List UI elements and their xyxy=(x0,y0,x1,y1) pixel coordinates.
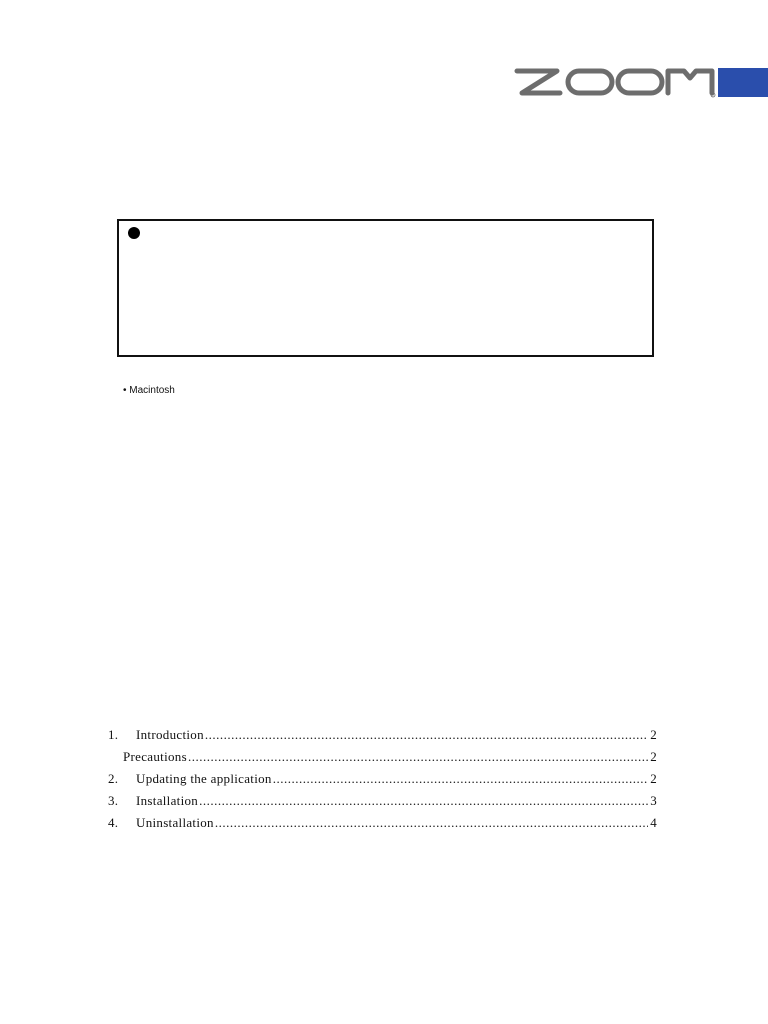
toc-item-title: Uninstallation xyxy=(136,815,214,830)
registered-mark: ® xyxy=(711,93,714,98)
zoom-logo xyxy=(512,66,768,98)
toc-item-page: 2 xyxy=(650,727,657,742)
toc-item-uninstallation[interactable] xyxy=(108,814,657,836)
bullet-icon xyxy=(128,227,140,239)
toc-item-number: 1. xyxy=(108,727,119,742)
toc-item-page: 4 xyxy=(650,815,657,830)
brand-color-block xyxy=(718,68,768,97)
toc-item-updating[interactable] xyxy=(108,770,657,792)
toc-item-title: Installation xyxy=(136,793,199,808)
os-label: • Macintosh xyxy=(123,385,175,396)
toc-dot-leader xyxy=(199,792,648,810)
toc-item-number: 4. xyxy=(108,815,119,830)
toc-dot-leader xyxy=(215,814,648,832)
notice-box xyxy=(117,219,654,357)
toc-item-title: Precautions xyxy=(123,749,187,764)
toc-item-number: 2. xyxy=(108,771,119,786)
toc-item-page: 2 xyxy=(650,749,657,764)
toc-item-page: 3 xyxy=(650,793,657,808)
toc-item-number: 3. xyxy=(108,793,119,808)
toc-item-installation[interactable] xyxy=(108,792,657,814)
zoom-wordmark-logo xyxy=(512,66,718,98)
table-of-contents xyxy=(108,726,657,836)
toc-item-title: Updating the application xyxy=(136,771,272,786)
toc-item-page: 2 xyxy=(650,771,657,786)
toc-dot-leader xyxy=(273,770,648,788)
toc-dot-leader xyxy=(188,748,648,766)
toc-item-precautions[interactable] xyxy=(108,748,657,770)
toc-item-title: Introduction xyxy=(136,727,204,742)
toc-item-introduction[interactable] xyxy=(108,726,657,748)
toc-dot-leader xyxy=(205,726,648,744)
